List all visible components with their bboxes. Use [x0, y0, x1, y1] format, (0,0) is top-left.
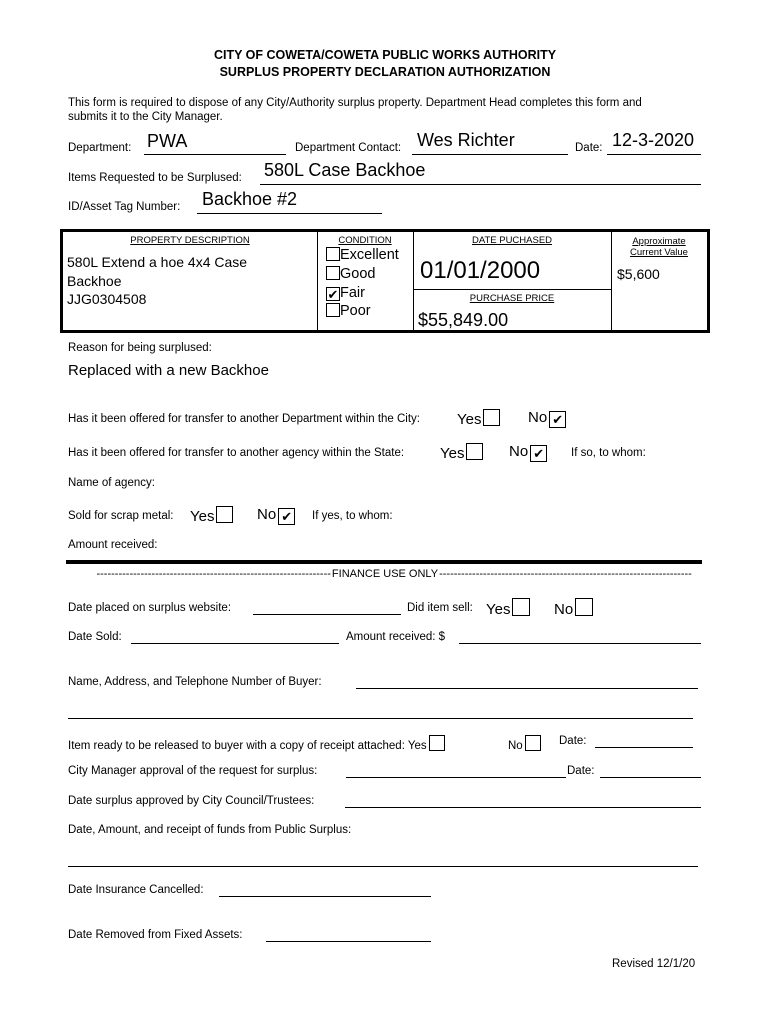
date-purchased-value[interactable]: 01/01/2000 — [420, 257, 541, 284]
items-line[interactable] — [260, 184, 701, 185]
amount-received-line[interactable] — [459, 643, 701, 644]
q2-no[interactable]: No ✔ — [509, 443, 547, 462]
q2-whom: If so, to whom: — [571, 447, 646, 459]
good-checkbox[interactable] — [326, 266, 340, 280]
department-line[interactable] — [144, 154, 286, 155]
scrap-no-checkbox[interactable]: ✔ — [278, 508, 295, 525]
q1-no[interactable]: No ✔ — [528, 409, 566, 428]
approx-header-line1: Approximate — [632, 236, 686, 247]
asset-value[interactable]: Backhoe #2 — [202, 189, 298, 209]
purchase-price-header: PURCHASE PRICE — [469, 293, 555, 304]
approx-value[interactable]: $5,600 — [617, 266, 660, 282]
department-label: Department: — [68, 142, 132, 154]
intro-line1: This form is required to dispose of any City/Authority surplus property. Department Head completes this form and — [68, 97, 642, 109]
date-line[interactable] — [607, 154, 701, 155]
department-value[interactable]: PWA — [147, 131, 188, 151]
condition-header: CONDITION — [338, 235, 392, 246]
release-no-checkbox[interactable] — [525, 735, 541, 751]
website-line[interactable] — [253, 614, 401, 615]
amount-received-finance-label: Amount received: $ — [346, 631, 446, 643]
q2-no-checkbox[interactable]: ✔ — [530, 445, 547, 462]
date-sold-line[interactable] — [131, 643, 339, 644]
revised-date: Revised 12/1/20 — [612, 958, 696, 970]
buyer-line-2[interactable] — [68, 718, 693, 719]
q1-label: Has it been offered for transfer to another Department within the City: — [68, 413, 420, 425]
contact-line[interactable] — [412, 154, 568, 155]
manager-date-label: Date: — [567, 765, 595, 777]
sell-no-checkbox[interactable] — [575, 598, 593, 616]
finance-divider: ---------------------------------------------------------------- FINANCE USE ONLY --------------------------------------------------------------------- — [96, 568, 692, 580]
sell-no[interactable]: No — [554, 598, 593, 618]
items-label: Items Requested to be Surplused: — [68, 172, 242, 184]
q2-yes-checkbox[interactable] — [466, 443, 483, 460]
amount-received-label: Amount received: — [68, 539, 158, 551]
fixed-assets-line[interactable] — [266, 941, 431, 942]
intro-line2: submits it to the City Manager. — [68, 111, 223, 123]
insurance-line[interactable] — [219, 896, 431, 897]
form-title-line2: SURPLUS PROPERTY DECLARATION AUTHORIZATION — [219, 65, 551, 79]
approx-header-line2: Current Value — [630, 247, 688, 258]
date-value[interactable]: 12-3-2020 — [612, 130, 695, 150]
scrap-yes[interactable]: Yes — [190, 506, 233, 525]
sell-yes[interactable]: Yes — [486, 598, 530, 618]
did-sell-label: Did item sell: — [407, 602, 473, 614]
scrap-label: Sold for scrap metal: — [68, 510, 174, 522]
website-label: Date placed on surplus website: — [68, 602, 232, 614]
reason-value[interactable]: Replaced with a new Backhoe — [68, 362, 269, 379]
poor-checkbox[interactable] — [326, 303, 340, 317]
scrap-no[interactable]: No ✔ — [257, 506, 295, 525]
council-line[interactable] — [345, 807, 701, 808]
funds-label: Date, Amount, and receipt of funds from Public Surplus: — [68, 824, 352, 836]
release-yes-checkbox[interactable] — [429, 735, 445, 751]
funds-line[interactable] — [68, 866, 698, 867]
q2-label: Has it been offered for transfer to another agency within the State: — [68, 447, 405, 459]
property-line1: 580L Extend a hoe 4x4 Case — [67, 254, 248, 270]
purchase-price-value[interactable]: $55,849.00 — [418, 310, 509, 330]
property-line2: Backhoe — [67, 273, 122, 289]
condition-excellent[interactable]: Excellent — [324, 247, 399, 263]
asset-label: ID/Asset Tag Number: — [68, 201, 181, 213]
finance-title: FINANCE USE ONLY — [331, 568, 439, 580]
form-title-line1: CITY OF COWETA/COWETA PUBLIC WORKS AUTHORITY — [213, 48, 557, 62]
council-label: Date surplus approved by City Council/Trustees: — [68, 795, 315, 807]
fair-checkbox[interactable]: ✔ — [327, 287, 339, 302]
manager-label: City Manager approval of the request for surplus: — [68, 765, 318, 777]
section-divider — [66, 560, 702, 564]
buyer-label: Name, Address, and Telephone Number of Buyer: — [68, 676, 322, 688]
date-sold-label: Date Sold: — [68, 631, 122, 643]
reason-label: Reason for being surplused: — [68, 342, 212, 354]
q2-yes[interactable]: Yes — [440, 443, 483, 462]
sell-yes-checkbox[interactable] — [512, 598, 530, 616]
release-label: Item ready to be released to buyer with a copy of receipt attached: Yes — [68, 735, 445, 752]
property-table — [60, 229, 710, 333]
asset-line[interactable] — [197, 213, 382, 214]
release-date-label: Date: — [559, 735, 587, 747]
q1-no-checkbox[interactable]: ✔ — [549, 411, 566, 428]
date-purchased-header: DATE PUCHASED — [471, 235, 553, 246]
date-label: Date: — [575, 142, 603, 154]
agency-label: Name of agency: — [68, 477, 155, 489]
excellent-checkbox[interactable] — [326, 247, 340, 261]
q1-yes-checkbox[interactable] — [483, 409, 500, 426]
q1-yes[interactable]: Yes — [457, 409, 500, 428]
contact-value[interactable]: Wes Richter — [417, 130, 515, 150]
release-date-line[interactable] — [595, 747, 693, 748]
property-header: PROPERTY DESCRIPTION — [130, 235, 250, 246]
condition-poor[interactable]: Poor — [324, 303, 371, 319]
scrap-yes-checkbox[interactable] — [216, 506, 233, 523]
manager-line[interactable] — [346, 777, 566, 778]
items-value[interactable]: 580L Case Backhoe — [264, 160, 426, 180]
scrap-whom: If yes, to whom: — [312, 510, 393, 522]
manager-date-line[interactable] — [600, 777, 701, 778]
insurance-label: Date Insurance Cancelled: — [68, 884, 204, 896]
property-line3: JJG0304508 — [67, 291, 147, 307]
buyer-line-1[interactable] — [356, 688, 698, 689]
condition-fair[interactable]: ✔ Fair — [327, 285, 365, 302]
contact-label: Department Contact: — [295, 142, 402, 154]
condition-good[interactable]: Good — [324, 266, 375, 282]
release-no[interactable]: No — [508, 735, 541, 752]
fixed-assets-label: Date Removed from Fixed Assets: — [68, 929, 243, 941]
